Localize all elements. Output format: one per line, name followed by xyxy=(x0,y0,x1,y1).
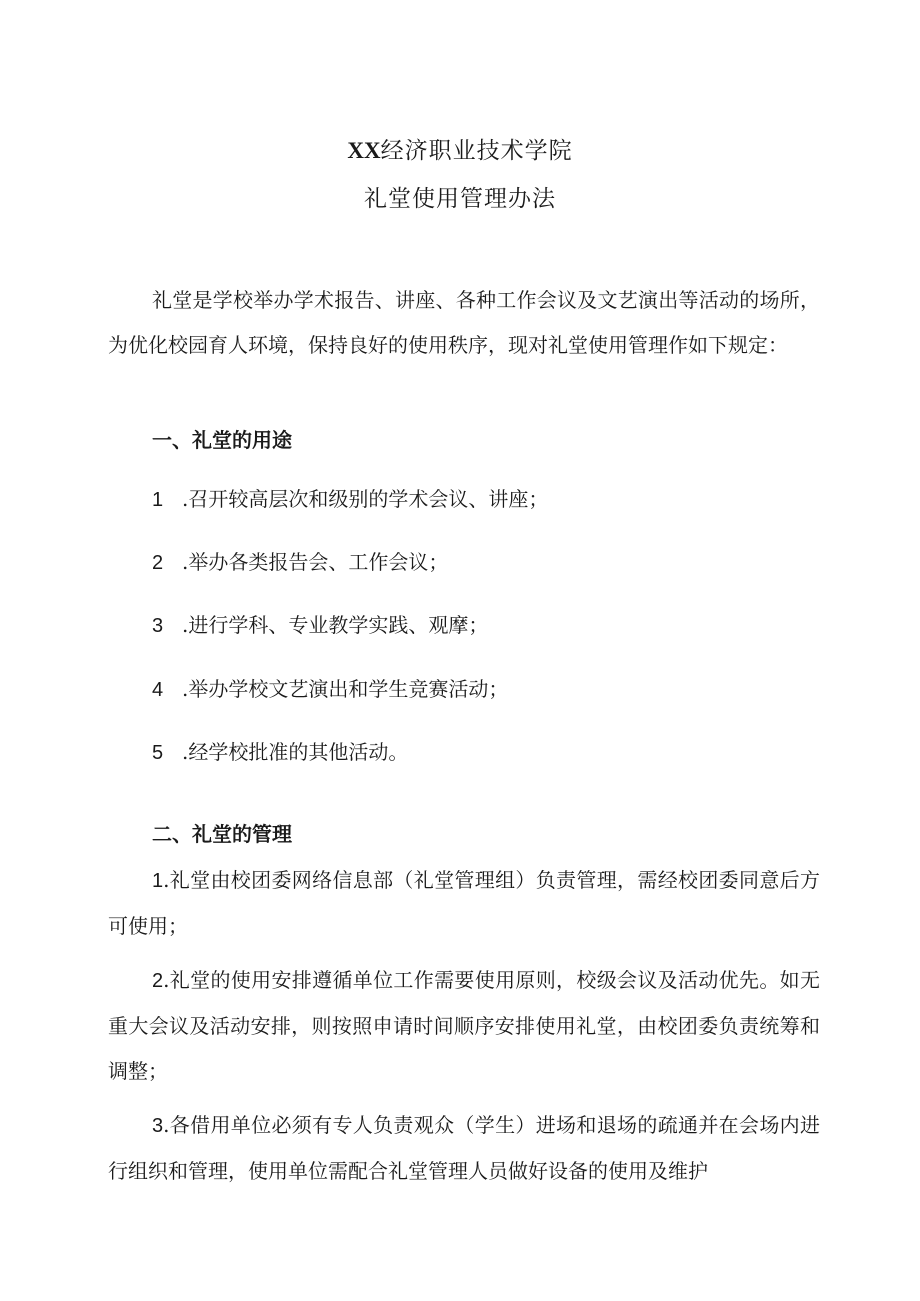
section-2-item-2 xyxy=(108,958,820,1094)
item-number: 2 xyxy=(152,552,164,574)
item-text: .举办各类报告会、工作会议； xyxy=(182,550,449,574)
title-prefix: XX xyxy=(347,138,381,163)
item-text: .举办学校文艺演出和学生竞赛活动； xyxy=(182,677,509,701)
document-title-school xyxy=(0,132,920,165)
title-school-name: 经济职业技术学院 xyxy=(380,138,573,164)
intro-paragraph: 礼堂是学校举办学术报告、讲座、各种工作会议及文艺演出等活动的场所，为优化校园育人环境，保持良好的使用秩序，现对礼堂使用管理作如下规定： xyxy=(108,288,820,357)
section-1-item-3 xyxy=(152,609,488,638)
item-number: 1 xyxy=(152,489,164,511)
section-2-item-3 xyxy=(108,1103,820,1194)
section-2-heading: 二、礼堂的管理 xyxy=(152,822,292,846)
section-1-item-5 xyxy=(152,736,408,765)
item-number: 2 xyxy=(152,970,164,992)
item-text: .经学校批准的其他活动。 xyxy=(182,740,409,764)
section-1-item-4 xyxy=(152,673,508,702)
item-text: .各借用单位必须有专人负责观众（学生）进场和退场的疏通并在会场内进行组织和管理，使用单位需配合礼堂管理人员做好设备的使用及维护 xyxy=(108,1113,820,1183)
item-text: .礼堂的使用安排遵循单位工作需要使用原则，校级会议及活动优先。如无重大会议及活动安排，则按照申请时间顺序安排使用礼堂，由校团委负责统筹和调整； xyxy=(108,968,820,1083)
document-title: 礼堂使用管理办法 xyxy=(364,186,556,212)
item-text: .进行学科、专业教学实践、观摩； xyxy=(182,613,489,637)
item-number: 5 xyxy=(152,742,164,764)
section-1-item-2 xyxy=(152,546,448,575)
item-text: .召开较高层次和级别的学术会议、讲座； xyxy=(182,487,549,511)
section-2-item-1 xyxy=(108,858,820,949)
section-1-item-1 xyxy=(152,483,548,512)
item-number: 3 xyxy=(152,615,164,637)
item-text: .礼堂由校团委网络信息部（礼堂管理组）负责管理，需经校团委同意后方可使用； xyxy=(108,868,820,938)
section-1-heading: 一、礼堂的用途 xyxy=(152,428,292,452)
item-number: 3 xyxy=(152,1115,164,1137)
item-number: 4 xyxy=(152,679,164,701)
item-number: 1 xyxy=(152,870,164,892)
